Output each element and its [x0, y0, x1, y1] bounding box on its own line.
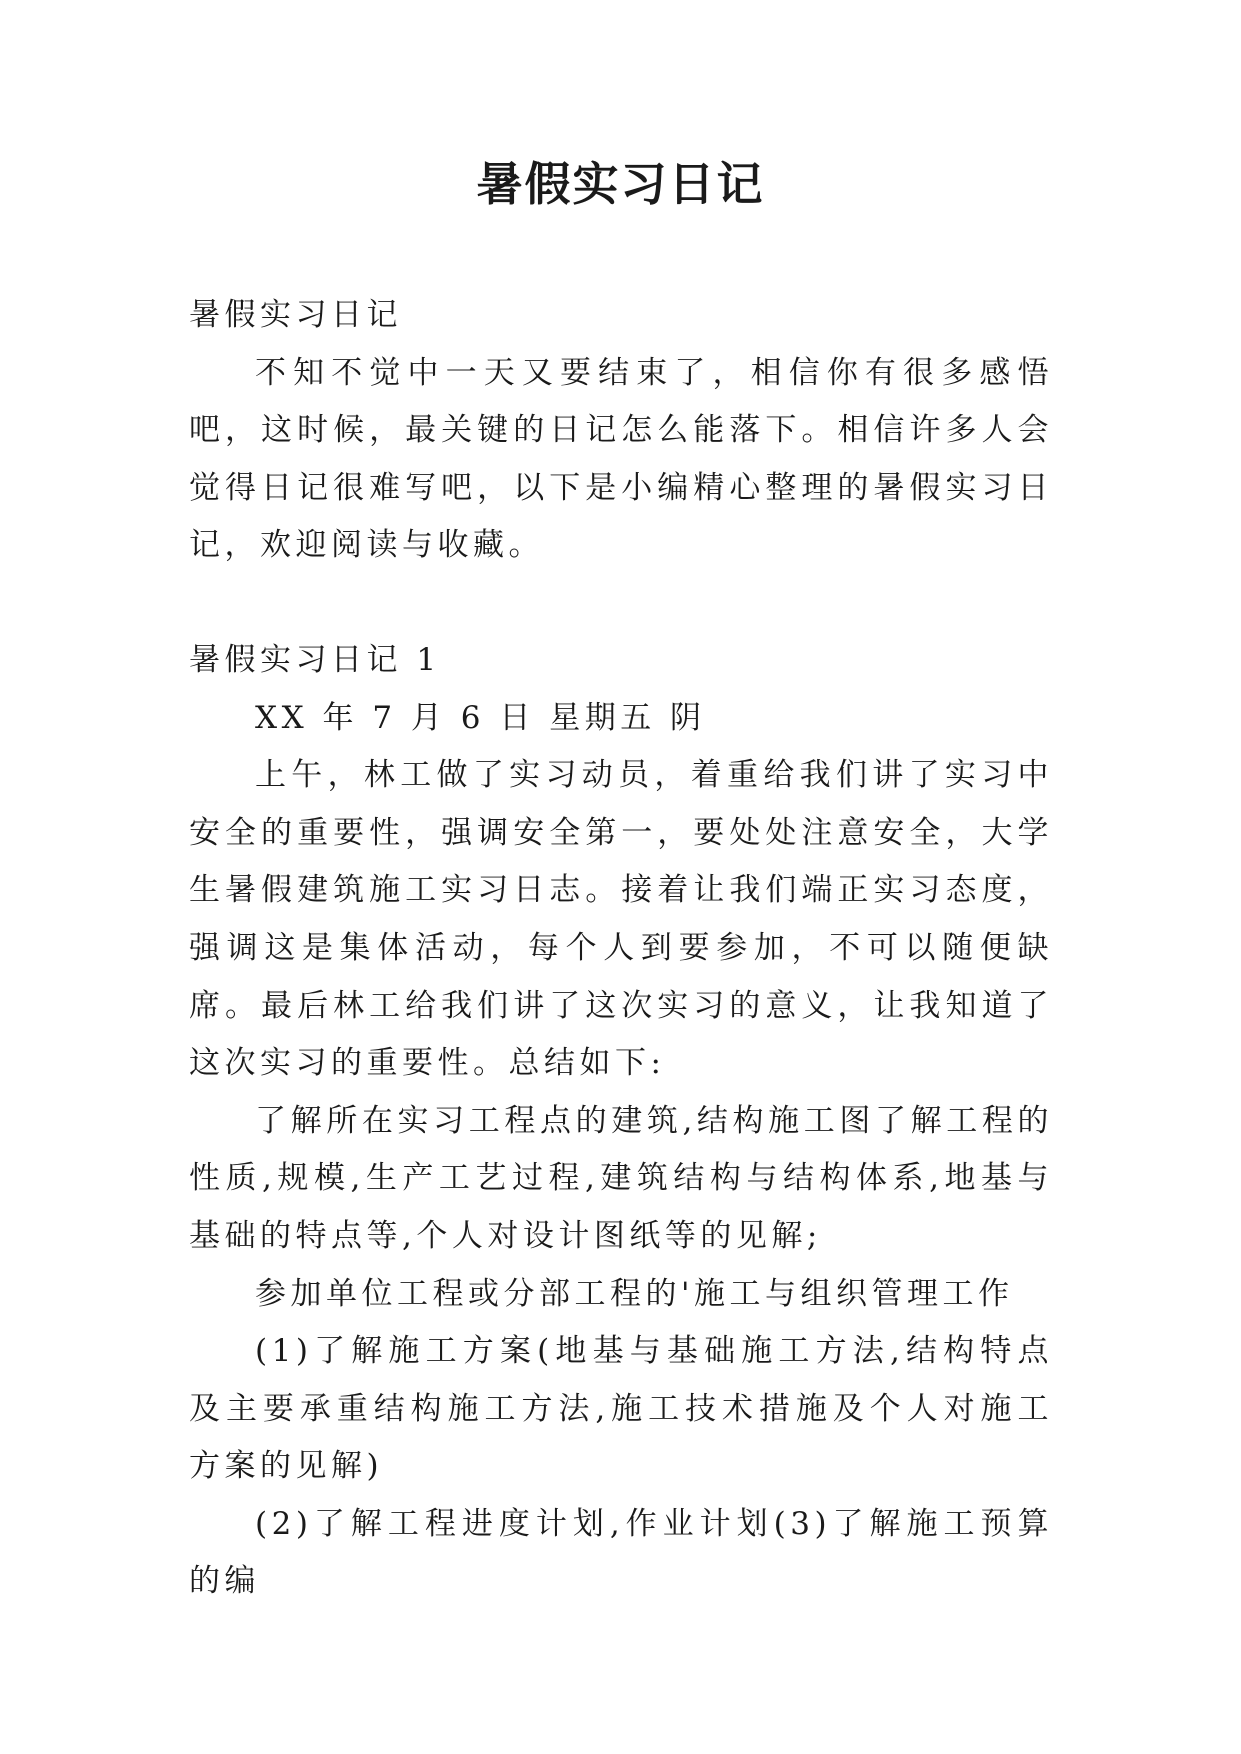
document-body: [189, 287, 1053, 1611]
diary-paragraph: (2)了解工程进度计划,作业计划(3)了解施工预算的编: [189, 1505, 1053, 1600]
diary-date-line: XX 年 7 月 6 日 星期五 阴: [255, 699, 706, 736]
diary-paragraph: 上午，林工做了实习动员，着重给我们讲了实习中安全的重要性，强调安全第一，要处处注意安全，大学生暑假建筑施工实习日志。接着让我们端正实习态度，强调这是集体活动，每个人到要参加，不可以随便缺席。最后林工给我们讲了这次实习的意义，让我知道了这次实习的重要性。总结如下:: [189, 757, 1053, 1082]
intro-paragraph: 不知不觉中一天又要结束了，相信你有很多感悟吧，这时候，最关键的日记怎么能落下。相信许多人会觉得日记很难写吧，以下是小编精心整理的暑假实习日记，欢迎阅读与收藏。: [189, 354, 1053, 564]
diary-paragraph: (1)了解施工方案(地基与基础施工方法,结构特点及主要承重结构施工方法,施工技术措施及个人对施工方案的见解): [189, 1333, 1053, 1485]
document-title: 暑假实习日记: [476, 157, 765, 211]
section-heading-intro: 暑假实习日记: [189, 297, 402, 333]
diary-paragraph: 参加单位工程或分部工程的'施工与组织管理工作: [255, 1275, 1014, 1312]
diary-paragraph: 了解所在实习工程点的建筑,结构施工图了解工程的性质,规模,生产工艺过程,建筑结构与结构体系,地基与基础的特点等,个人对设计图纸等的见解;: [189, 1102, 1053, 1254]
section-heading-diary-1: 暑假实习日记 1: [189, 641, 441, 678]
